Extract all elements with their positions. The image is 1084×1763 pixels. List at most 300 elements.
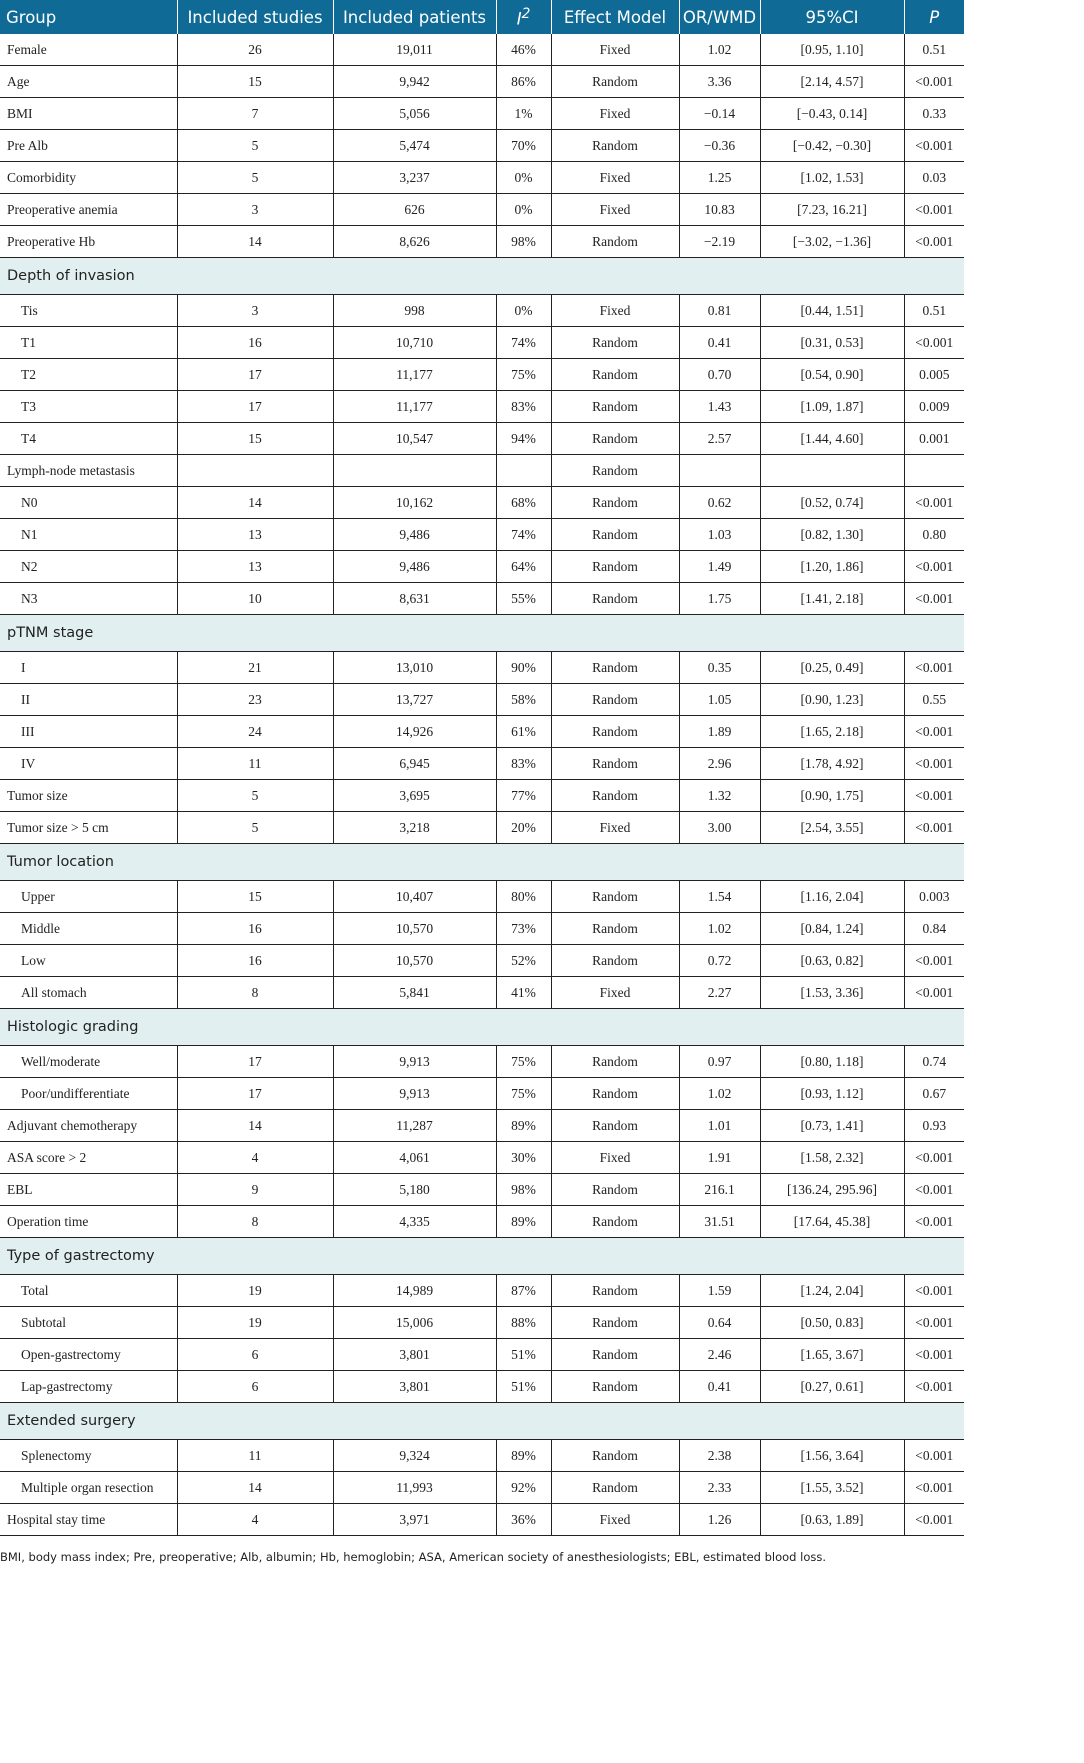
cell-included-patients: [333, 455, 496, 487]
cell-i2: 70%: [496, 130, 551, 162]
table-row: [0, 1472, 964, 1504]
cell-p: <0.001: [904, 66, 964, 98]
table-row: [0, 34, 964, 66]
table-row: [0, 913, 964, 945]
table-row: [0, 162, 964, 194]
cell-or-wmd: 0.41: [679, 327, 760, 359]
table-row: [0, 519, 964, 551]
section-label: Tumor location: [0, 844, 964, 881]
table-row: [0, 194, 964, 226]
cell-effect-model: Random: [551, 1275, 679, 1307]
cell-i2: 75%: [496, 359, 551, 391]
cell-or-wmd: 0.97: [679, 1046, 760, 1078]
cell-or-wmd: 3.36: [679, 66, 760, 98]
cell-or-wmd: 1.32: [679, 780, 760, 812]
header-p: P: [904, 0, 964, 34]
cell-included-patients: 5,474: [333, 130, 496, 162]
cell-group: Upper: [0, 881, 177, 913]
table-row: [0, 66, 964, 98]
cell-95ci: [0.63, 0.82]: [760, 945, 904, 977]
cell-p: <0.001: [904, 780, 964, 812]
cell-or-wmd: 1.01: [679, 1110, 760, 1142]
cell-effect-model: Random: [551, 684, 679, 716]
table-footnote: BMI, body mass index; Pre, preoperative; Alb, albumin; Hb, hemoglobin; ASA, American society of anesthesiologists; EBL, estimated blood loss.: [0, 1550, 827, 1564]
cell-95ci: [0.80, 1.18]: [760, 1046, 904, 1078]
cell-95ci: [0.54, 0.90]: [760, 359, 904, 391]
cell-included-studies: 23: [177, 684, 333, 716]
cell-effect-model: Random: [551, 583, 679, 615]
cell-included-patients: 3,237: [333, 162, 496, 194]
cell-included-studies: 26: [177, 34, 333, 66]
cell-effect-model: Random: [551, 1307, 679, 1339]
cell-p: <0.001: [904, 194, 964, 226]
cell-i2: 92%: [496, 1472, 551, 1504]
table-row: [0, 780, 964, 812]
cell-group: Lymph-node metastasis: [0, 455, 177, 487]
cell-or-wmd: 1.25: [679, 162, 760, 194]
cell-included-studies: [177, 455, 333, 487]
cell-group: Well/moderate: [0, 1046, 177, 1078]
cell-or-wmd: 1.89: [679, 716, 760, 748]
cell-p: <0.001: [904, 652, 964, 684]
cell-group: Comorbidity: [0, 162, 177, 194]
header-effect-model: Effect Model: [551, 0, 679, 34]
cell-95ci: [2.54, 3.55]: [760, 812, 904, 844]
table-row: [0, 1206, 964, 1238]
cell-included-studies: 19: [177, 1275, 333, 1307]
cell-group: T3: [0, 391, 177, 423]
cell-group: Tumor size: [0, 780, 177, 812]
cell-effect-model: Fixed: [551, 977, 679, 1009]
header-row: [0, 0, 964, 34]
table-row: [0, 945, 964, 977]
cell-95ci: [1.55, 3.52]: [760, 1472, 904, 1504]
section-row: [0, 1238, 964, 1275]
cell-or-wmd: 0.64: [679, 1307, 760, 1339]
cell-group: I: [0, 652, 177, 684]
cell-included-patients: 10,570: [333, 913, 496, 945]
table-row: [0, 327, 964, 359]
cell-i2: 20%: [496, 812, 551, 844]
cell-effect-model: Fixed: [551, 295, 679, 327]
cell-included-studies: 3: [177, 295, 333, 327]
cell-p: <0.001: [904, 1174, 964, 1206]
section-label: Type of gastrectomy: [0, 1238, 964, 1275]
cell-or-wmd: −0.36: [679, 130, 760, 162]
cell-included-studies: 14: [177, 1110, 333, 1142]
cell-included-patients: 998: [333, 295, 496, 327]
cell-i2: 90%: [496, 652, 551, 684]
cell-included-studies: 14: [177, 226, 333, 258]
cell-group: Poor/undifferentiate: [0, 1078, 177, 1110]
header-i2-sup: 2: [521, 5, 531, 22]
table-row: [0, 455, 964, 487]
cell-p: <0.001: [904, 130, 964, 162]
cell-included-patients: 4,061: [333, 1142, 496, 1174]
table-header: [0, 0, 964, 34]
cell-effect-model: Fixed: [551, 98, 679, 130]
cell-group: Open-gastrectomy: [0, 1339, 177, 1371]
cell-i2: 89%: [496, 1440, 551, 1472]
cell-95ci: [7.23, 16.21]: [760, 194, 904, 226]
cell-p: <0.001: [904, 1307, 964, 1339]
cell-included-studies: 5: [177, 780, 333, 812]
cell-95ci: [0.90, 1.23]: [760, 684, 904, 716]
cell-i2: 61%: [496, 716, 551, 748]
cell-included-studies: 17: [177, 391, 333, 423]
cell-p: <0.001: [904, 1142, 964, 1174]
cell-group: T4: [0, 423, 177, 455]
cell-or-wmd: 0.41: [679, 1371, 760, 1403]
cell-or-wmd: 0.81: [679, 295, 760, 327]
cell-or-wmd: 1.02: [679, 913, 760, 945]
cell-p: <0.001: [904, 551, 964, 583]
cell-95ci: [1.78, 4.92]: [760, 748, 904, 780]
cell-included-studies: 11: [177, 748, 333, 780]
cell-p: <0.001: [904, 977, 964, 1009]
cell-i2: 46%: [496, 34, 551, 66]
cell-or-wmd: 2.38: [679, 1440, 760, 1472]
cell-i2: 89%: [496, 1110, 551, 1142]
cell-i2: 51%: [496, 1371, 551, 1403]
cell-95ci: [1.65, 3.67]: [760, 1339, 904, 1371]
cell-effect-model: Fixed: [551, 34, 679, 66]
cell-95ci: [1.09, 1.87]: [760, 391, 904, 423]
cell-i2: 80%: [496, 881, 551, 913]
cell-included-patients: 4,335: [333, 1206, 496, 1238]
cell-included-patients: 3,801: [333, 1371, 496, 1403]
cell-included-studies: 16: [177, 327, 333, 359]
cell-or-wmd: 3.00: [679, 812, 760, 844]
cell-95ci: [−0.42, −0.30]: [760, 130, 904, 162]
cell-included-patients: 8,626: [333, 226, 496, 258]
cell-included-studies: 13: [177, 519, 333, 551]
cell-group: N0: [0, 487, 177, 519]
cell-95ci: [0.73, 1.41]: [760, 1110, 904, 1142]
section-label: pTNM stage: [0, 615, 964, 652]
cell-or-wmd: 31.51: [679, 1206, 760, 1238]
cell-95ci: [1.02, 1.53]: [760, 162, 904, 194]
cell-i2: 58%: [496, 684, 551, 716]
table-row: [0, 1307, 964, 1339]
cell-or-wmd: 2.96: [679, 748, 760, 780]
cell-i2: 74%: [496, 327, 551, 359]
table-row: [0, 748, 964, 780]
cell-effect-model: Random: [551, 945, 679, 977]
cell-p: 0.84: [904, 913, 964, 945]
cell-i2: 55%: [496, 583, 551, 615]
cell-group: Preoperative anemia: [0, 194, 177, 226]
cell-effect-model: Random: [551, 519, 679, 551]
cell-95ci: [−0.43, 0.14]: [760, 98, 904, 130]
cell-p: <0.001: [904, 1206, 964, 1238]
table-row: [0, 1142, 964, 1174]
section-label: Histologic grading: [0, 1009, 964, 1046]
cell-p: <0.001: [904, 1275, 964, 1307]
cell-95ci: [760, 455, 904, 487]
cell-i2: 98%: [496, 1174, 551, 1206]
cell-included-patients: 6,945: [333, 748, 496, 780]
cell-p: [904, 455, 964, 487]
cell-effect-model: Random: [551, 359, 679, 391]
cell-included-studies: 11: [177, 1440, 333, 1472]
section-label: Extended surgery: [0, 1403, 964, 1440]
cell-included-studies: 21: [177, 652, 333, 684]
cell-i2: 51%: [496, 1339, 551, 1371]
cell-included-patients: 9,913: [333, 1078, 496, 1110]
cell-p: 0.03: [904, 162, 964, 194]
cell-or-wmd: 2.57: [679, 423, 760, 455]
cell-effect-model: Random: [551, 487, 679, 519]
cell-95ci: [1.44, 4.60]: [760, 423, 904, 455]
section-row: [0, 258, 964, 295]
table-row: [0, 1504, 964, 1536]
cell-p: 0.009: [904, 391, 964, 423]
cell-95ci: [1.41, 2.18]: [760, 583, 904, 615]
cell-included-studies: 4: [177, 1142, 333, 1174]
cell-included-patients: 9,486: [333, 551, 496, 583]
cell-included-studies: 6: [177, 1371, 333, 1403]
section-label: Depth of invasion: [0, 258, 964, 295]
cell-included-studies: 17: [177, 359, 333, 391]
cell-i2: 89%: [496, 1206, 551, 1238]
cell-group: Splenectomy: [0, 1440, 177, 1472]
cell-i2: 36%: [496, 1504, 551, 1536]
cell-included-patients: 3,695: [333, 780, 496, 812]
cell-included-studies: 17: [177, 1046, 333, 1078]
cell-group: Low: [0, 945, 177, 977]
cell-i2: 1%: [496, 98, 551, 130]
cell-i2: 68%: [496, 487, 551, 519]
cell-included-patients: 5,056: [333, 98, 496, 130]
cell-95ci: [0.31, 0.53]: [760, 327, 904, 359]
cell-i2: 88%: [496, 1307, 551, 1339]
cell-p: 0.55: [904, 684, 964, 716]
cell-95ci: [0.84, 1.24]: [760, 913, 904, 945]
cell-included-studies: 5: [177, 812, 333, 844]
cell-group: Tumor size > 5 cm: [0, 812, 177, 844]
cell-effect-model: Random: [551, 1440, 679, 1472]
cell-effect-model: Random: [551, 391, 679, 423]
cell-95ci: [0.63, 1.89]: [760, 1504, 904, 1536]
cell-included-patients: 19,011: [333, 34, 496, 66]
cell-i2: 86%: [496, 66, 551, 98]
cell-included-studies: 14: [177, 487, 333, 519]
cell-p: 0.74: [904, 1046, 964, 1078]
cell-included-studies: 3: [177, 194, 333, 226]
cell-effect-model: Random: [551, 652, 679, 684]
cell-included-studies: 4: [177, 1504, 333, 1536]
cell-95ci: [1.24, 2.04]: [760, 1275, 904, 1307]
cell-i2: 98%: [496, 226, 551, 258]
cell-p: <0.001: [904, 1472, 964, 1504]
cell-or-wmd: 2.33: [679, 1472, 760, 1504]
table-row: [0, 1440, 964, 1472]
header-included-patients: Included patients: [333, 0, 496, 34]
cell-effect-model: Random: [551, 748, 679, 780]
cell-p: 0.67: [904, 1078, 964, 1110]
table-row: [0, 98, 964, 130]
cell-i2: 75%: [496, 1046, 551, 1078]
cell-included-patients: 9,324: [333, 1440, 496, 1472]
cell-i2: 75%: [496, 1078, 551, 1110]
cell-included-studies: 8: [177, 977, 333, 1009]
cell-group: Female: [0, 34, 177, 66]
cell-95ci: [0.52, 0.74]: [760, 487, 904, 519]
table-row: [0, 295, 964, 327]
cell-effect-model: Random: [551, 327, 679, 359]
cell-p: 0.80: [904, 519, 964, 551]
cell-i2: 30%: [496, 1142, 551, 1174]
cell-included-patients: 10,407: [333, 881, 496, 913]
cell-included-studies: 14: [177, 1472, 333, 1504]
cell-included-studies: 7: [177, 98, 333, 130]
cell-p: 0.51: [904, 34, 964, 66]
cell-or-wmd: 1.02: [679, 34, 760, 66]
cell-effect-model: Random: [551, 913, 679, 945]
cell-included-patients: 10,162: [333, 487, 496, 519]
cell-group: N2: [0, 551, 177, 583]
header-95ci: 95%CI: [760, 0, 904, 34]
cell-95ci: [0.27, 0.61]: [760, 1371, 904, 1403]
table-row: [0, 583, 964, 615]
cell-effect-model: Random: [551, 780, 679, 812]
cell-i2: 87%: [496, 1275, 551, 1307]
cell-or-wmd: 1.54: [679, 881, 760, 913]
cell-95ci: [0.50, 0.83]: [760, 1307, 904, 1339]
table-row: [0, 1110, 964, 1142]
cell-included-studies: 16: [177, 945, 333, 977]
table-row: [0, 423, 964, 455]
cell-effect-model: Random: [551, 1339, 679, 1371]
cell-or-wmd: 1.02: [679, 1078, 760, 1110]
cell-effect-model: Random: [551, 1371, 679, 1403]
cell-95ci: [0.44, 1.51]: [760, 295, 904, 327]
table-row: [0, 652, 964, 684]
cell-effect-model: Random: [551, 551, 679, 583]
cell-effect-model: Fixed: [551, 1504, 679, 1536]
table-row: [0, 391, 964, 423]
cell-included-studies: 5: [177, 162, 333, 194]
table-row: [0, 1046, 964, 1078]
table-row: [0, 977, 964, 1009]
cell-included-studies: 15: [177, 423, 333, 455]
cell-included-studies: 17: [177, 1078, 333, 1110]
cell-effect-model: Fixed: [551, 162, 679, 194]
cell-p: <0.001: [904, 1440, 964, 1472]
table-row: [0, 359, 964, 391]
cell-i2: [496, 455, 551, 487]
cell-effect-model: Random: [551, 226, 679, 258]
table-row: [0, 226, 964, 258]
cell-included-studies: 24: [177, 716, 333, 748]
cell-i2: 52%: [496, 945, 551, 977]
cell-or-wmd: 0.70: [679, 359, 760, 391]
cell-group: T1: [0, 327, 177, 359]
cell-group: Age: [0, 66, 177, 98]
table-row: [0, 1339, 964, 1371]
cell-p: <0.001: [904, 716, 964, 748]
cell-group: III: [0, 716, 177, 748]
cell-p: <0.001: [904, 945, 964, 977]
cell-effect-model: Random: [551, 423, 679, 455]
cell-or-wmd: 1.03: [679, 519, 760, 551]
table-row: [0, 1078, 964, 1110]
cell-included-patients: 13,727: [333, 684, 496, 716]
cell-p: 0.005: [904, 359, 964, 391]
cell-i2: 77%: [496, 780, 551, 812]
cell-effect-model: Fixed: [551, 1142, 679, 1174]
cell-effect-model: Random: [551, 1046, 679, 1078]
table-row: [0, 684, 964, 716]
table-row: [0, 487, 964, 519]
cell-included-studies: 15: [177, 881, 333, 913]
cell-95ci: [0.82, 1.30]: [760, 519, 904, 551]
cell-group: All stomach: [0, 977, 177, 1009]
cell-effect-model: Random: [551, 66, 679, 98]
cell-i2: 0%: [496, 194, 551, 226]
cell-p: 0.33: [904, 98, 964, 130]
cell-included-patients: 8,631: [333, 583, 496, 615]
cell-effect-model: Random: [551, 130, 679, 162]
cell-or-wmd: −2.19: [679, 226, 760, 258]
cell-i2: 74%: [496, 519, 551, 551]
header-or-wmd: OR/WMD: [679, 0, 760, 34]
cell-included-studies: 16: [177, 913, 333, 945]
cell-included-studies: 13: [177, 551, 333, 583]
cell-group: Total: [0, 1275, 177, 1307]
cell-95ci: [1.58, 2.32]: [760, 1142, 904, 1174]
cell-included-patients: 14,989: [333, 1275, 496, 1307]
cell-p: 0.51: [904, 295, 964, 327]
cell-included-patients: 11,287: [333, 1110, 496, 1142]
cell-included-patients: 9,913: [333, 1046, 496, 1078]
table-row: [0, 716, 964, 748]
cell-or-wmd: 1.43: [679, 391, 760, 423]
cell-or-wmd: 0.35: [679, 652, 760, 684]
cell-included-patients: 10,547: [333, 423, 496, 455]
cell-included-patients: 9,486: [333, 519, 496, 551]
cell-effect-model: Random: [551, 1206, 679, 1238]
cell-group: ASA score > 2: [0, 1142, 177, 1174]
cell-or-wmd: 1.91: [679, 1142, 760, 1174]
section-row: [0, 615, 964, 652]
cell-effect-model: Random: [551, 455, 679, 487]
cell-effect-model: Random: [551, 1174, 679, 1206]
cell-i2: 83%: [496, 391, 551, 423]
cell-effect-model: Random: [551, 1078, 679, 1110]
cell-included-patients: 14,926: [333, 716, 496, 748]
cell-effect-model: Fixed: [551, 812, 679, 844]
cell-i2: 83%: [496, 748, 551, 780]
cell-95ci: [1.56, 3.64]: [760, 1440, 904, 1472]
section-row: [0, 844, 964, 881]
cell-95ci: [0.93, 1.12]: [760, 1078, 904, 1110]
cell-p: <0.001: [904, 1339, 964, 1371]
cell-included-patients: 11,993: [333, 1472, 496, 1504]
table-row: [0, 1275, 964, 1307]
cell-95ci: [0.90, 1.75]: [760, 780, 904, 812]
cell-effect-model: Random: [551, 1472, 679, 1504]
table-body: [0, 34, 964, 1536]
cell-included-patients: 5,180: [333, 1174, 496, 1206]
cell-included-patients: 5,841: [333, 977, 496, 1009]
cell-group: Tis: [0, 295, 177, 327]
cell-group: Hospital stay time: [0, 1504, 177, 1536]
cell-group: Middle: [0, 913, 177, 945]
cell-i2: 41%: [496, 977, 551, 1009]
cell-or-wmd: −0.14: [679, 98, 760, 130]
